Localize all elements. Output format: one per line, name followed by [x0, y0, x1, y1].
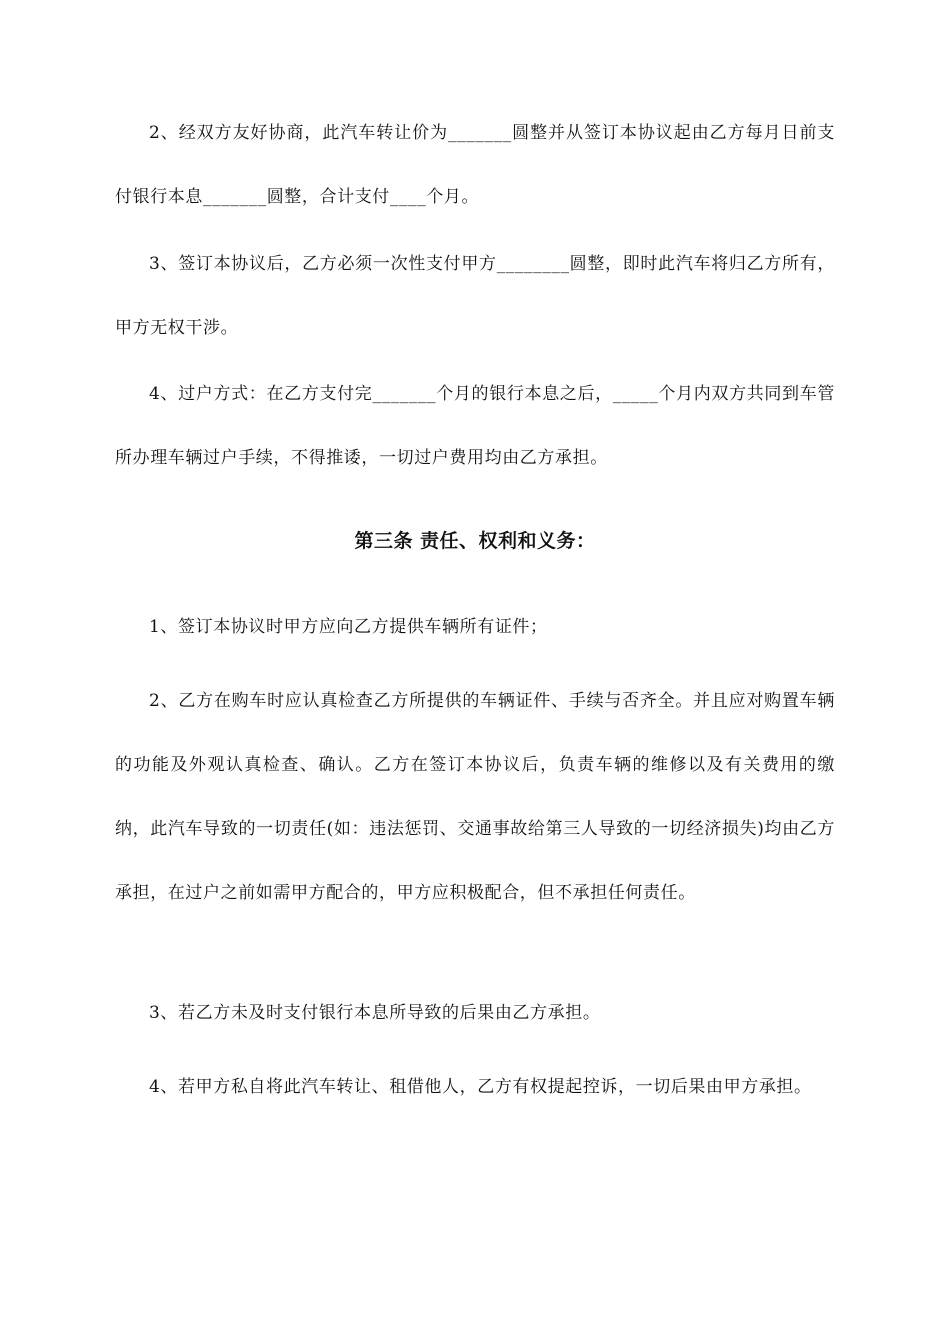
clause-4-transfer-paragraph: 4、过户方式：在乙方支付完_______个月的银行本息之后，_____个月内双方共同到车管所办理车辆过户手续，不得推诿，一切过户费用均由乙方承担。 — [115, 384, 835, 468]
duty-3-paragraph: 3、若乙方未及时支付银行本息所导致的后果由乙方承担。 — [149, 1003, 601, 1023]
duty-2-paragraph: 2、乙方在购车时应认真检查乙方所提供的车辆证件、手续与否齐全。并且应对购置车辆的功能及外观认真检查、确认。乙方在签订本协议后，负责车辆的维修以及有关费用的缴纳，此汽车导致的一切责任(如：违法惩罚、交通事故给第三人导致的一切经济损失)均由乙方承担，在过户之前如需甲方配合的，甲方应积极配合，但不承担任何责任。 — [115, 691, 835, 903]
duty-4-paragraph: 4、若甲方私自将此汽车转让、租借他人，乙方有权提起控诉，一切后果由甲方承担。 — [149, 1077, 812, 1097]
clause-3-payment-paragraph: 3、签订本协议后，乙方必须一次性支付甲方________圆整，即时此汽车将归乙方所有，甲方无权干涉。 — [115, 254, 835, 338]
clause-2-price-paragraph: 2、经双方友好协商，此汽车转让价为_______圆整并从签订本协议起由乙方每月日前支付银行本息_______圆整，合计支付____个月。 — [115, 123, 835, 207]
duty-1-paragraph: 1、签订本协议时甲方应向乙方提供车辆所有证件； — [149, 617, 548, 637]
section-heading: 第三条 责任、权利和义务： — [354, 530, 596, 552]
